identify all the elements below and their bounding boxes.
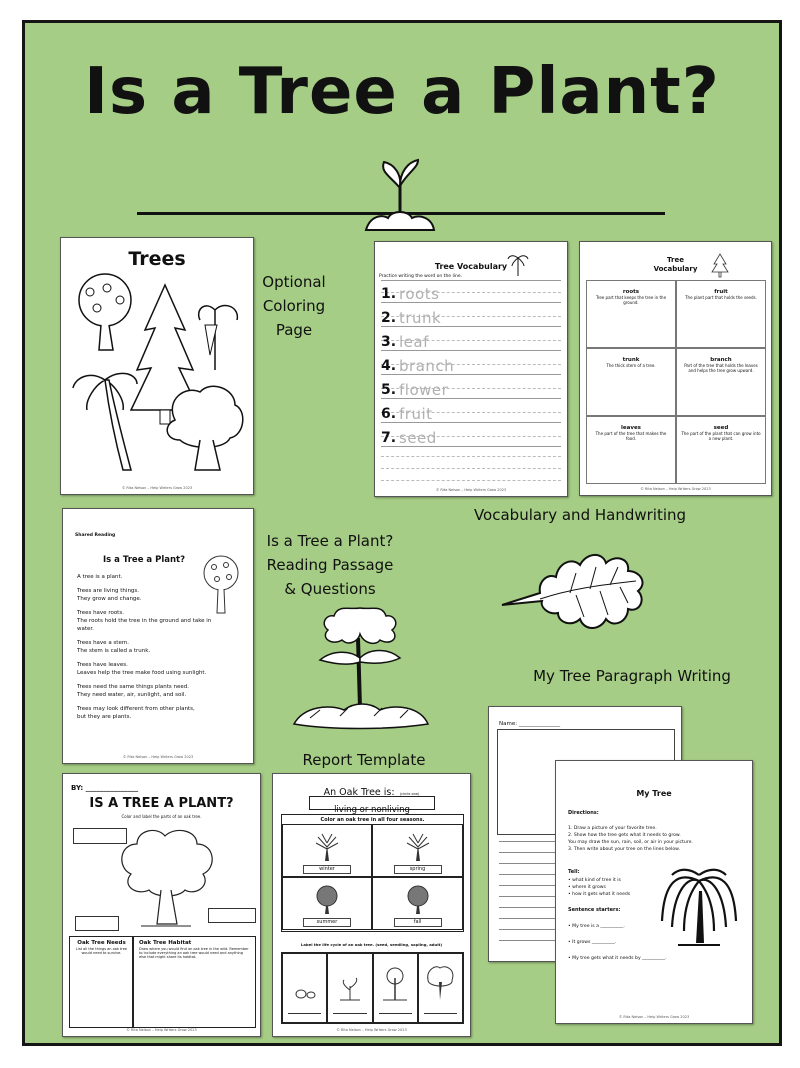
life-stage-icon bbox=[377, 962, 413, 1002]
vocab-card bbox=[586, 280, 676, 348]
report-title: IS A TREE A PLANT? bbox=[89, 796, 234, 811]
reading-line: Trees have leaves. bbox=[77, 662, 128, 668]
seasons-prompt: Color an oak tree in all four seasons. bbox=[320, 817, 425, 823]
word-number: 6. bbox=[381, 406, 397, 422]
writing-line bbox=[499, 918, 559, 919]
oak-circle-note: (circle one) bbox=[399, 792, 420, 796]
cover-title: Is a Tree a Plant? bbox=[84, 55, 720, 129]
directions-list bbox=[568, 825, 748, 853]
extra-line bbox=[381, 468, 561, 469]
life-stage-cell bbox=[373, 953, 418, 1023]
seedling-illustration bbox=[290, 598, 430, 734]
tell-item: • what kind of tree it is bbox=[568, 878, 621, 883]
extra-line bbox=[381, 456, 561, 457]
reading-footer: © Rita Nelson – Help Writers Grow 2023 bbox=[122, 755, 194, 759]
reading-line: Trees have a stem. bbox=[77, 640, 129, 646]
word-number: 5. bbox=[381, 382, 397, 398]
direction-item: 2. Show how the tree gets what it needs to grow. bbox=[568, 833, 681, 838]
handwriting-page bbox=[374, 241, 568, 497]
life-stage-line bbox=[379, 1013, 412, 1014]
habitat-title: Oak Tree Habitat bbox=[139, 940, 192, 946]
reading-line: The roots hold the tree in the ground and take in bbox=[77, 618, 212, 624]
writing-line bbox=[499, 929, 559, 930]
writing-line bbox=[499, 852, 559, 853]
vocab-card bbox=[586, 348, 676, 416]
season-label: spring bbox=[394, 865, 442, 874]
direction-item: You may draw the sun, rain, soil, or air in your picture. bbox=[568, 840, 693, 845]
season-label: winter bbox=[303, 865, 351, 874]
my-tree-title: My Tree bbox=[636, 789, 672, 798]
season-label: summer bbox=[303, 918, 351, 927]
reading-line: Leaves help the tree make food using sunlight. bbox=[77, 670, 207, 676]
reading-line: The stem is called a trunk. bbox=[77, 648, 151, 654]
vocab-term: branch bbox=[710, 357, 732, 363]
vocab-definition: Part of the tree that holds the leaves and helps the tree grow upward. bbox=[684, 363, 758, 373]
starter-item: • My tree gets what it needs by __________. bbox=[568, 956, 667, 961]
season-cell bbox=[372, 824, 463, 877]
vocab-term: roots bbox=[622, 289, 640, 295]
tell-item: • where it grows bbox=[568, 885, 606, 890]
handwriting-footer: © Rita Nelson – Help Writers Grow 2023 bbox=[435, 488, 507, 492]
season-cell bbox=[282, 877, 372, 930]
trace-word: seed bbox=[399, 429, 437, 447]
vocab-term: fruit bbox=[714, 289, 728, 295]
sprout-icon bbox=[360, 158, 440, 234]
reading-line: Trees may look different from other plants, bbox=[77, 706, 195, 712]
report-by: BY: _______________ bbox=[71, 784, 139, 792]
habitat-text: Draw where you would find an oak tree in the wild. Remember to include everything an oak tree would need and anything else that might share its habitat. bbox=[139, 947, 249, 959]
vocab-cards-page bbox=[579, 241, 772, 496]
tell-item: • how it gets what it needs bbox=[568, 892, 631, 897]
trace-word: flower bbox=[399, 381, 449, 399]
coloring-page bbox=[60, 237, 254, 495]
reading-line: Trees are living things. bbox=[77, 588, 140, 594]
trees-illustration bbox=[65, 270, 249, 480]
report-page bbox=[62, 773, 261, 1037]
coloring-page-title: Trees bbox=[128, 248, 186, 270]
vocab-definition: The plant part that holds the seeds. bbox=[685, 295, 757, 300]
oak-title: An Oak Tree is: bbox=[323, 787, 395, 798]
reading-line: water. bbox=[77, 626, 94, 632]
vocab-card bbox=[676, 416, 766, 484]
caption-report: Report Template bbox=[302, 751, 426, 769]
extra-line bbox=[381, 480, 561, 481]
name-label: Name: _______________ bbox=[499, 721, 561, 727]
willow-tree-illustration bbox=[658, 861, 740, 947]
my-tree-page bbox=[555, 760, 753, 1024]
season-tree-icon bbox=[312, 884, 342, 916]
reading-body bbox=[77, 573, 247, 727]
oak-leaf-icon bbox=[500, 543, 650, 633]
writing-line bbox=[499, 885, 559, 886]
vocab-card bbox=[586, 416, 676, 484]
direction-item: 1. Draw a picture of your favorite tree. bbox=[568, 826, 657, 831]
vocab-term: leaves bbox=[621, 425, 641, 431]
word-number: 2. bbox=[381, 310, 397, 326]
handwriting-instruction: Practice writing the word on the line. bbox=[379, 274, 463, 279]
starter-item: • My tree is a __________. bbox=[568, 924, 625, 929]
vocab-definition: Tree part that keeps the tree in the ground. bbox=[595, 295, 667, 305]
word-number: 1. bbox=[381, 286, 397, 302]
reading-paragraph bbox=[77, 705, 247, 721]
life-stage-cell bbox=[418, 953, 463, 1023]
caption-reading: Is a Tree a Plant? Reading Passage & Questions bbox=[266, 532, 394, 598]
starters-label: Sentence starters: bbox=[568, 907, 621, 913]
tell-label: Tell: bbox=[568, 869, 580, 875]
oak-page bbox=[272, 773, 471, 1037]
coloring-page-footer: © Rita Nelson – Help Writers Grow 2023 bbox=[121, 486, 193, 490]
writing-line bbox=[499, 863, 559, 864]
life-stage-icon bbox=[287, 962, 323, 1002]
oak-tree-illustration bbox=[111, 824, 221, 934]
caption-paragraph: My Tree Paragraph Writing bbox=[533, 667, 731, 685]
writing-line bbox=[499, 896, 559, 897]
life-stage-icon bbox=[332, 962, 368, 1002]
life-stage-cell bbox=[327, 953, 372, 1023]
report-subtitle: Color and label the parts of an oak tree. bbox=[121, 814, 202, 819]
word-number: 4. bbox=[381, 358, 397, 374]
rule bbox=[381, 280, 561, 281]
vocab-definition: The part of the tree that makes the food. bbox=[595, 431, 667, 441]
season-cell bbox=[282, 824, 372, 877]
life-prompt: Label the life cycle of an oak tree. (seed, seedling, sapling, adult) bbox=[300, 942, 443, 947]
vocab-footer: © Rita Nelson – Help Writers Grow 2023 bbox=[640, 487, 711, 491]
life-stage-icon bbox=[422, 962, 458, 1002]
reading-paragraph bbox=[77, 639, 247, 655]
pine-icon bbox=[710, 252, 730, 278]
trace-word: branch bbox=[399, 357, 455, 375]
vocab-card bbox=[676, 280, 766, 348]
reading-line: A tree is a plant. bbox=[77, 574, 123, 580]
oak-choice-box bbox=[309, 796, 435, 815]
life-stage-line bbox=[333, 1013, 366, 1014]
palm-icon bbox=[507, 252, 529, 276]
caption-coloring bbox=[256, 270, 332, 342]
directions-label: Directions: bbox=[568, 810, 599, 816]
writing-line bbox=[499, 874, 559, 875]
reading-line: Trees have roots. bbox=[77, 610, 124, 616]
reading-line: Trees need the same things plants need. bbox=[77, 684, 189, 690]
starter-item: • It grows __________. bbox=[568, 940, 617, 945]
reading-paragraph bbox=[77, 587, 247, 603]
oak-choice: living or nonliving bbox=[334, 805, 410, 815]
season-cell bbox=[372, 877, 463, 930]
needs-title: Oak Tree Needs bbox=[77, 940, 126, 946]
writing-line bbox=[499, 940, 559, 941]
trace-word: fruit bbox=[399, 405, 433, 423]
vocab-card bbox=[676, 348, 766, 416]
writing-line bbox=[499, 907, 559, 908]
writing-line bbox=[499, 841, 559, 842]
season-tree-icon bbox=[312, 831, 342, 863]
vocab-definition: The thick stem of a tree. bbox=[606, 363, 656, 368]
season-label: fall bbox=[394, 918, 442, 927]
vocab-title-1: Tree bbox=[667, 256, 684, 264]
life-stage-line bbox=[424, 1013, 457, 1014]
reading-paragraph bbox=[77, 573, 247, 581]
season-tree-icon bbox=[403, 831, 433, 863]
life-stage-line bbox=[288, 1013, 321, 1014]
life-stage-cell bbox=[282, 953, 327, 1023]
reading-page bbox=[62, 508, 254, 764]
reading-line: They need water, air, sunlight, and soil. bbox=[77, 692, 187, 698]
trace-word: trunk bbox=[399, 309, 442, 327]
reading-paragraph bbox=[77, 609, 247, 633]
vocab-title-2: Vocabulary bbox=[653, 265, 698, 273]
caption-vocab: Vocabulary and Handwriting bbox=[473, 506, 687, 524]
report-box-habitat bbox=[132, 936, 256, 1028]
seasons-box bbox=[281, 814, 464, 932]
word-number: 7. bbox=[381, 430, 397, 446]
vocab-definition: The part of the plant that can grow into a new plant. bbox=[681, 431, 761, 441]
vocab-term: trunk bbox=[622, 357, 640, 363]
reading-label: Shared Reading bbox=[75, 533, 116, 538]
report-footer: © Rita Nelson – Help Writers Grow 2023 bbox=[126, 1028, 197, 1032]
reading-line: They grow and change. bbox=[77, 596, 142, 602]
trace-word: leaf bbox=[399, 333, 429, 351]
caption-coloring-text: Optional Coloring Page bbox=[262, 273, 326, 339]
direction-item: 3. Then write about your tree on the lines below. bbox=[568, 847, 680, 852]
trace-word: roots bbox=[399, 285, 440, 303]
vocab-term: seed bbox=[713, 425, 729, 431]
oak-footer: © Rita Nelson – Help Writers Grow 2023 bbox=[336, 1028, 407, 1032]
word-number: 3. bbox=[381, 334, 397, 350]
report-box-needs bbox=[69, 936, 134, 1028]
life-cycle-box bbox=[281, 952, 464, 1024]
handwriting-title: Tree Vocabulary bbox=[434, 262, 508, 271]
needs-text: List all the things an oak tree would need to survive. bbox=[75, 947, 128, 955]
reading-line: but they are plants. bbox=[77, 714, 132, 720]
reading-paragraph bbox=[77, 661, 247, 677]
reading-title: Is a Tree a Plant? bbox=[103, 555, 186, 565]
season-tree-icon bbox=[403, 884, 433, 916]
reading-paragraph bbox=[77, 683, 247, 699]
my-tree-footer: © Rita Nelson – Help Writers Grow 2023 bbox=[618, 1015, 690, 1019]
